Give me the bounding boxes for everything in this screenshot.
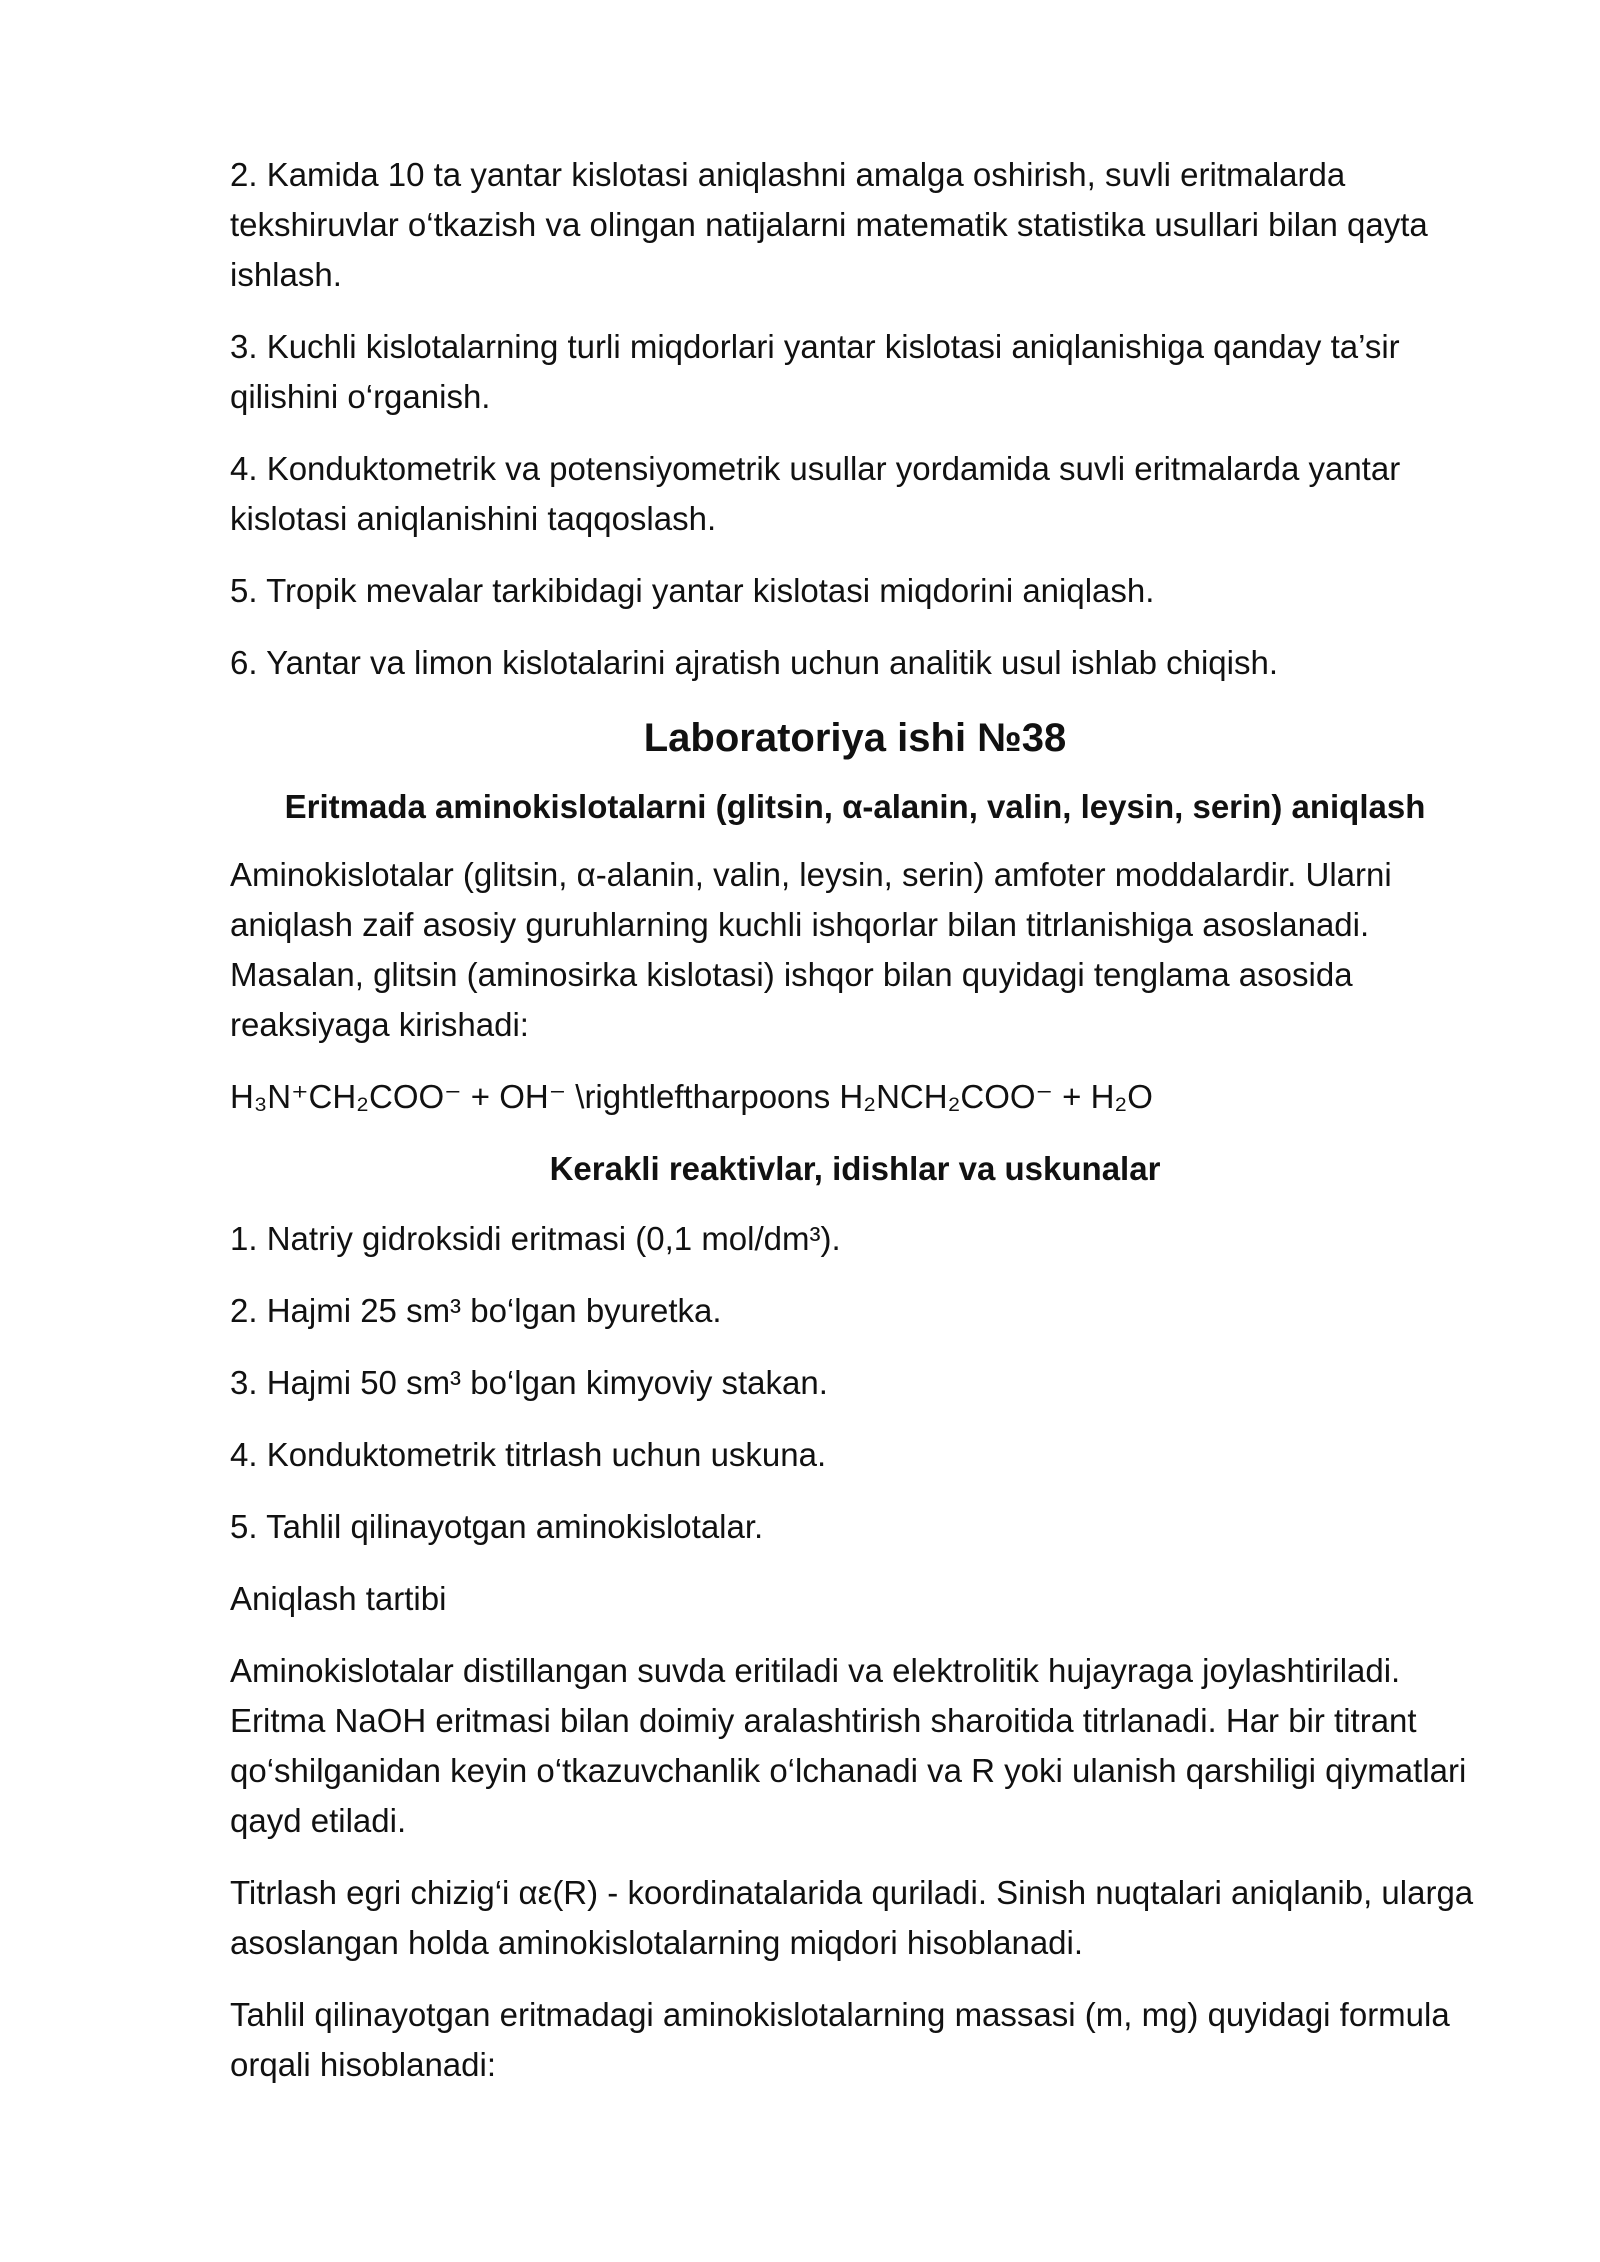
procedure-paragraph: Tahlil qilinayotgan eritmadagi aminokislotalarning massasi (m, mg) quyidagi formula orqali hisoblanadi: xyxy=(230,1996,1450,2083)
intro-paragraph: Aminokislotalar (glitsin, α-alanin, valin, leysin, serin) amfoter moddalardir. Ularni aniqlash zaif asosiy guruhlarning kuchli ishqorlar bilan titrlanishiga asoslanadi. Masalan, glitsin (aminosirka kislotasi) ishqor bilan quyidagi tenglama asosida reaksiyaga kirishadi: xyxy=(230,856,1392,1043)
reagents-heading: Kerakli reaktivlar, idishlar va uskunalar xyxy=(549,1150,1161,1187)
reagent-item: 1. Natriy gidroksidi eritmasi (0,1 mol/dm³). xyxy=(230,1220,841,1257)
list-item: 6. Yantar va limon kislotalarini ajratish uchun analitik usul ishlab chiqish. xyxy=(230,644,1278,681)
list-item: 5. Tropik mevalar tarkibidagi yantar kislotasi miqdorini aniqlash. xyxy=(230,572,1155,609)
reagent-item: 3. Hajmi 50 sm³ bo‘lgan kimyoviy stakan. xyxy=(230,1364,828,1401)
lab-title: Laboratoriya ishi №38 xyxy=(643,716,1067,760)
reaction-equation: H₃N⁺CH₂COO⁻ + OH⁻ \rightleftharpoons H₂NCH₂COO⁻ + H₂O xyxy=(230,1078,1153,1115)
lab-subtitle: Eritmada aminokislotalarni (glitsin, α-alanin, valin, leysin, serin) aniqlash xyxy=(284,788,1426,825)
procedure-heading: Aniqlash tartibi xyxy=(230,1580,447,1617)
list-item: 4. Konduktometrik va potensiyometrik usullar yordamida suvli eritmalarda yantar kislotasi aniqlanishini taqqoslash. xyxy=(230,450,1401,537)
list-item: 2. Kamida 10 ta yantar kislotasi aniqlashni amalga oshirish, suvli eritmalarda tekshiruvlar o‘tkazish va olingan natijalarni matematik statistika usullari bilan qayta ishlash. xyxy=(230,156,1428,293)
procedure-paragraph: Titrlash egri chizig‘i αε(R) - koordinatalarida quriladi. Sinish nuqtalari aniqlanib, ularga asoslangan holda aminokislotalarning miqdori hisoblanadi. xyxy=(230,1874,1474,1961)
document-page xyxy=(230,150,1480,2112)
reagent-item: 5. Tahlil qilinayotgan aminokislotalar. xyxy=(230,1508,764,1545)
reagent-item: 4. Konduktometrik titrlash uchun uskuna. xyxy=(230,1436,827,1473)
procedure-paragraph: Aminokislotalar distillangan suvda eritiladi va elektrolitik hujayraga joylashtiriladi. Eritma NaOH eritmasi bilan doimiy aralashtirish sharoitida titrlanadi. Har bir titrant qo‘shilganidan keyin o‘tkazuvchanlik o‘lchanadi va R yoki ulanish qarshiligi qiymatlari qayd etiladi. xyxy=(230,1652,1467,1839)
list-item: 3. Kuchli kislotalarning turli miqdorlari yantar kislotasi aniqlanishiga qanday ta’sir qilishini o‘rganish. xyxy=(230,328,1400,415)
reagent-item: 2. Hajmi 25 sm³ bo‘lgan byuretka. xyxy=(230,1292,722,1329)
